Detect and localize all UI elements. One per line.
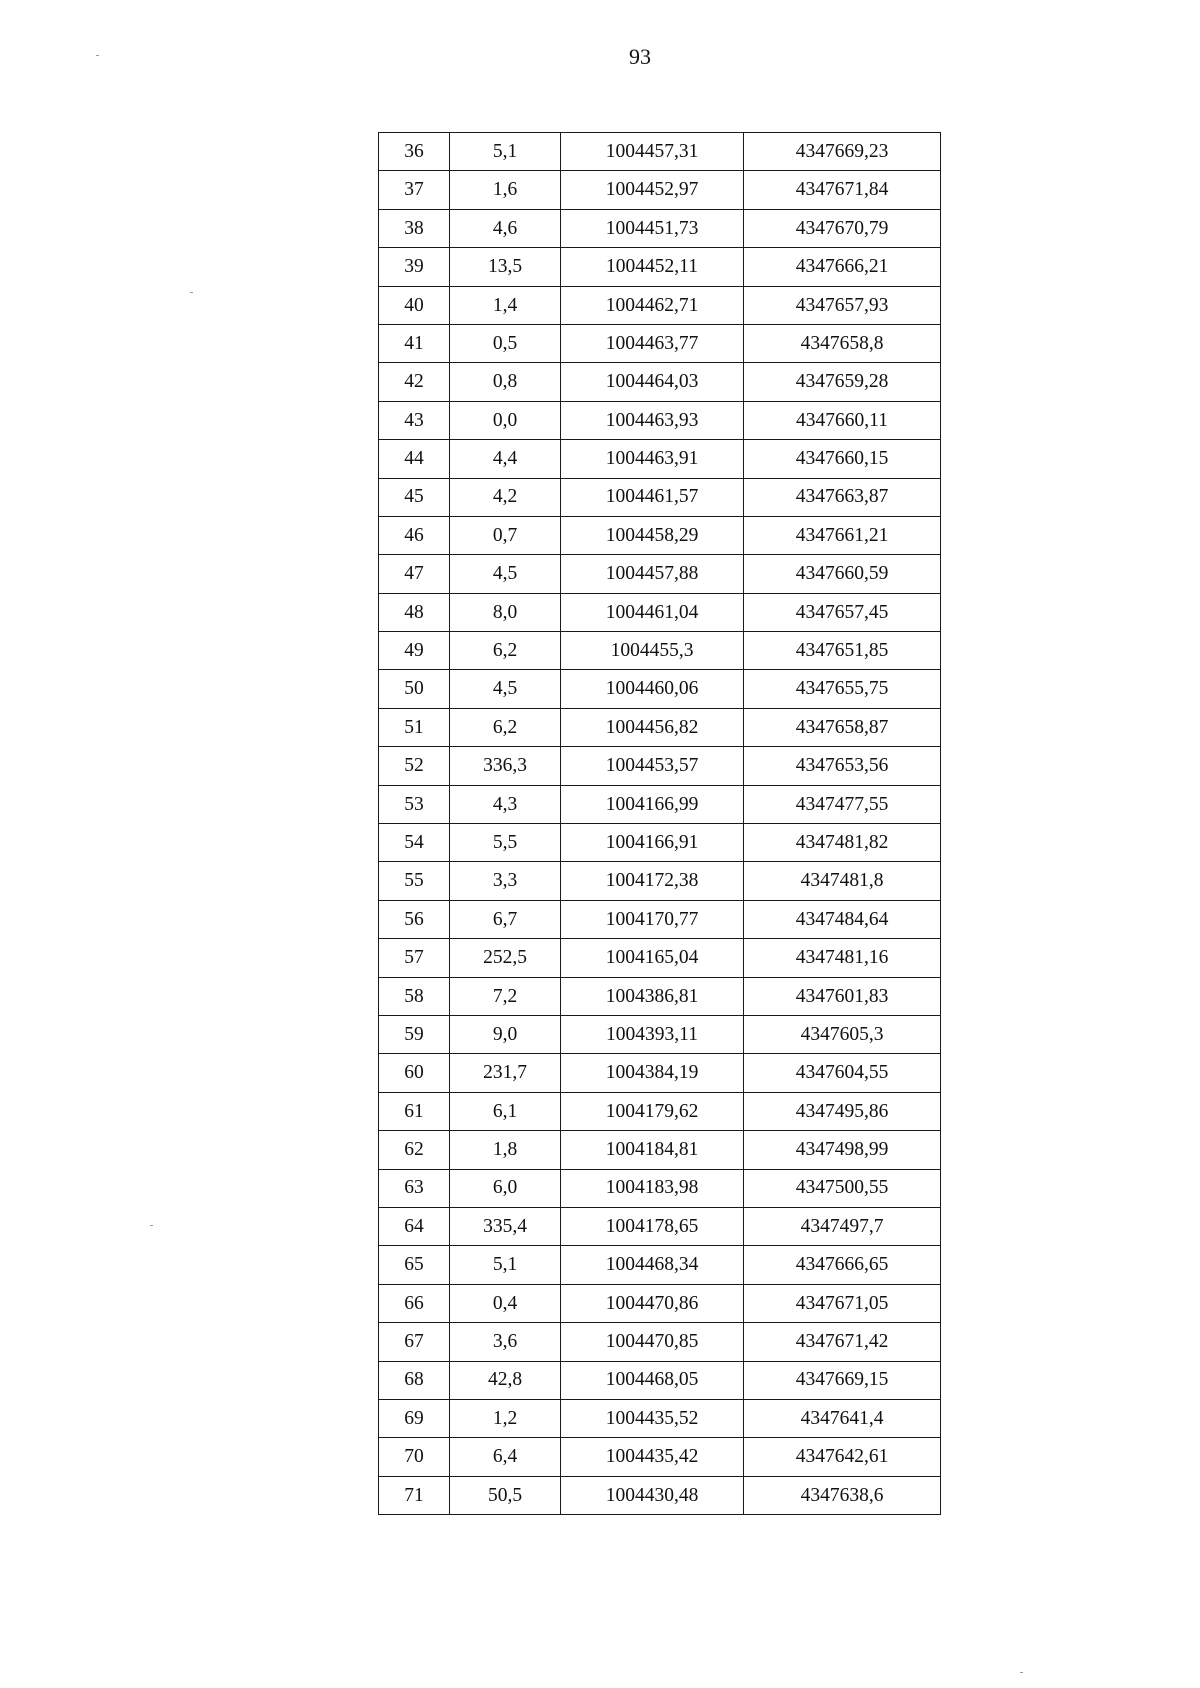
table-row (379, 1092, 941, 1130)
table-row (379, 1246, 941, 1284)
distance-cell: 5,1 (450, 1246, 561, 1284)
distance-cell: 13,5 (450, 248, 561, 286)
table-row (379, 1284, 941, 1322)
x-coordinate-cell: 1004451,73 (561, 209, 744, 247)
point-number-cell: 50 (379, 670, 450, 708)
point-number-cell: 41 (379, 324, 450, 362)
distance-cell: 6,0 (450, 1169, 561, 1207)
x-coordinate-cell: 1004172,38 (561, 862, 744, 900)
y-coordinate-cell: 4347604,55 (744, 1054, 941, 1092)
x-coordinate-cell: 1004462,71 (561, 286, 744, 324)
table-row (379, 133, 941, 171)
distance-cell: 231,7 (450, 1054, 561, 1092)
x-coordinate-cell: 1004461,57 (561, 478, 744, 516)
y-coordinate-cell: 4347495,86 (744, 1092, 941, 1130)
x-coordinate-cell: 1004470,86 (561, 1284, 744, 1322)
point-number-cell: 47 (379, 555, 450, 593)
table-row (379, 1323, 941, 1361)
x-coordinate-cell: 1004456,82 (561, 708, 744, 746)
table-row (379, 747, 941, 785)
table-row (379, 1015, 941, 1053)
table-row (379, 708, 941, 746)
page-number: 93 (629, 44, 651, 69)
distance-cell: 0,8 (450, 363, 561, 401)
x-coordinate-cell: 1004178,65 (561, 1207, 744, 1245)
scan-speck (190, 292, 193, 293)
distance-cell: 9,0 (450, 1015, 561, 1053)
x-coordinate-cell: 1004184,81 (561, 1131, 744, 1169)
point-number-cell: 43 (379, 401, 450, 439)
table-row (379, 1361, 941, 1399)
x-coordinate-cell: 1004166,99 (561, 785, 744, 823)
distance-cell: 4,2 (450, 478, 561, 516)
point-number-cell: 66 (379, 1284, 450, 1322)
x-coordinate-cell: 1004386,81 (561, 977, 744, 1015)
y-coordinate-cell: 4347477,55 (744, 785, 941, 823)
y-coordinate-cell: 4347670,79 (744, 209, 941, 247)
distance-cell: 1,6 (450, 171, 561, 209)
x-coordinate-cell: 1004166,91 (561, 824, 744, 862)
scan-speck (96, 55, 99, 56)
y-coordinate-cell: 4347666,65 (744, 1246, 941, 1284)
distance-cell: 4,3 (450, 785, 561, 823)
table-row (379, 171, 941, 209)
table-row (379, 1476, 941, 1514)
y-coordinate-cell: 4347658,8 (744, 324, 941, 362)
scan-speck (150, 1225, 153, 1226)
x-coordinate-cell: 1004435,52 (561, 1399, 744, 1437)
coordinates-table-body (379, 133, 941, 1515)
point-number-cell: 62 (379, 1131, 450, 1169)
point-number-cell: 36 (379, 133, 450, 171)
y-coordinate-cell: 4347657,45 (744, 593, 941, 631)
y-coordinate-cell: 4347601,83 (744, 977, 941, 1015)
table-row (379, 824, 941, 862)
table-row (379, 862, 941, 900)
y-coordinate-cell: 4347660,59 (744, 555, 941, 593)
point-number-cell: 71 (379, 1476, 450, 1514)
table-row (379, 1054, 941, 1092)
y-coordinate-cell: 4347659,28 (744, 363, 941, 401)
distance-cell: 6,1 (450, 1092, 561, 1130)
y-coordinate-cell: 4347481,16 (744, 939, 941, 977)
y-coordinate-cell: 4347661,21 (744, 516, 941, 554)
x-coordinate-cell: 1004183,98 (561, 1169, 744, 1207)
point-number-cell: 54 (379, 824, 450, 862)
y-coordinate-cell: 4347642,61 (744, 1438, 941, 1476)
table-row (379, 401, 941, 439)
table-row (379, 324, 941, 362)
distance-cell: 5,1 (450, 133, 561, 171)
distance-cell: 1,4 (450, 286, 561, 324)
x-coordinate-cell: 1004384,19 (561, 1054, 744, 1092)
y-coordinate-cell: 4347669,23 (744, 133, 941, 171)
distance-cell: 4,5 (450, 555, 561, 593)
y-coordinate-cell: 4347481,82 (744, 824, 941, 862)
point-number-cell: 40 (379, 286, 450, 324)
point-number-cell: 37 (379, 171, 450, 209)
distance-cell: 6,2 (450, 632, 561, 670)
point-number-cell: 38 (379, 209, 450, 247)
x-coordinate-cell: 1004453,57 (561, 747, 744, 785)
point-number-cell: 70 (379, 1438, 450, 1476)
y-coordinate-cell: 4347500,55 (744, 1169, 941, 1207)
y-coordinate-cell: 4347660,15 (744, 440, 941, 478)
y-coordinate-cell: 4347671,84 (744, 171, 941, 209)
distance-cell: 50,5 (450, 1476, 561, 1514)
x-coordinate-cell: 1004463,93 (561, 401, 744, 439)
x-coordinate-cell: 1004457,31 (561, 133, 744, 171)
table-row (379, 286, 941, 324)
point-number-cell: 58 (379, 977, 450, 1015)
y-coordinate-cell: 4347663,87 (744, 478, 941, 516)
distance-cell: 3,3 (450, 862, 561, 900)
y-coordinate-cell: 4347666,21 (744, 248, 941, 286)
y-coordinate-cell: 4347484,64 (744, 900, 941, 938)
x-coordinate-cell: 1004463,77 (561, 324, 744, 362)
point-number-cell: 61 (379, 1092, 450, 1130)
point-number-cell: 68 (379, 1361, 450, 1399)
distance-cell: 4,4 (450, 440, 561, 478)
point-number-cell: 60 (379, 1054, 450, 1092)
point-number-cell: 59 (379, 1015, 450, 1053)
distance-cell: 0,0 (450, 401, 561, 439)
point-number-cell: 51 (379, 708, 450, 746)
table-row (379, 1399, 941, 1437)
table-row (379, 670, 941, 708)
point-number-cell: 52 (379, 747, 450, 785)
x-coordinate-cell: 1004468,05 (561, 1361, 744, 1399)
x-coordinate-cell: 1004468,34 (561, 1246, 744, 1284)
y-coordinate-cell: 4347638,6 (744, 1476, 941, 1514)
coordinates-table-container (378, 132, 941, 1515)
distance-cell: 0,4 (450, 1284, 561, 1322)
y-coordinate-cell: 4347671,42 (744, 1323, 941, 1361)
x-coordinate-cell: 1004452,11 (561, 248, 744, 286)
table-row (379, 1438, 941, 1476)
distance-cell: 4,6 (450, 209, 561, 247)
table-row (379, 977, 941, 1015)
table-row (379, 363, 941, 401)
y-coordinate-cell: 4347481,8 (744, 862, 941, 900)
y-coordinate-cell: 4347657,93 (744, 286, 941, 324)
scan-speck (1020, 1672, 1023, 1673)
table-row (379, 593, 941, 631)
point-number-cell: 57 (379, 939, 450, 977)
x-coordinate-cell: 1004455,3 (561, 632, 744, 670)
x-coordinate-cell: 1004470,85 (561, 1323, 744, 1361)
x-coordinate-cell: 1004461,04 (561, 593, 744, 631)
x-coordinate-cell: 1004435,42 (561, 1438, 744, 1476)
distance-cell: 3,6 (450, 1323, 561, 1361)
coordinates-table (378, 132, 941, 1515)
y-coordinate-cell: 4347641,4 (744, 1399, 941, 1437)
point-number-cell: 44 (379, 440, 450, 478)
y-coordinate-cell: 4347497,7 (744, 1207, 941, 1245)
x-coordinate-cell: 1004165,04 (561, 939, 744, 977)
distance-cell: 6,7 (450, 900, 561, 938)
table-row (379, 900, 941, 938)
distance-cell: 8,0 (450, 593, 561, 631)
distance-cell: 7,2 (450, 977, 561, 1015)
table-row (379, 440, 941, 478)
distance-cell: 6,2 (450, 708, 561, 746)
point-number-cell: 45 (379, 478, 450, 516)
distance-cell: 335,4 (450, 1207, 561, 1245)
table-row (379, 1207, 941, 1245)
x-coordinate-cell: 1004460,06 (561, 670, 744, 708)
table-row (379, 516, 941, 554)
point-number-cell: 42 (379, 363, 450, 401)
y-coordinate-cell: 4347658,87 (744, 708, 941, 746)
x-coordinate-cell: 1004179,62 (561, 1092, 744, 1130)
x-coordinate-cell: 1004457,88 (561, 555, 744, 593)
y-coordinate-cell: 4347669,15 (744, 1361, 941, 1399)
table-row (379, 555, 941, 593)
table-row (379, 785, 941, 823)
point-number-cell: 65 (379, 1246, 450, 1284)
point-number-cell: 67 (379, 1323, 450, 1361)
point-number-cell: 49 (379, 632, 450, 670)
y-coordinate-cell: 4347498,99 (744, 1131, 941, 1169)
y-coordinate-cell: 4347653,56 (744, 747, 941, 785)
point-number-cell: 53 (379, 785, 450, 823)
point-number-cell: 55 (379, 862, 450, 900)
point-number-cell: 56 (379, 900, 450, 938)
table-row (379, 939, 941, 977)
y-coordinate-cell: 4347605,3 (744, 1015, 941, 1053)
x-coordinate-cell: 1004452,97 (561, 171, 744, 209)
distance-cell: 42,8 (450, 1361, 561, 1399)
distance-cell: 1,8 (450, 1131, 561, 1169)
distance-cell: 0,7 (450, 516, 561, 554)
table-row (379, 632, 941, 670)
x-coordinate-cell: 1004393,11 (561, 1015, 744, 1053)
table-row (379, 1169, 941, 1207)
y-coordinate-cell: 4347655,75 (744, 670, 941, 708)
table-row (379, 478, 941, 516)
point-number-cell: 46 (379, 516, 450, 554)
distance-cell: 252,5 (450, 939, 561, 977)
table-row (379, 1131, 941, 1169)
y-coordinate-cell: 4347660,11 (744, 401, 941, 439)
table-row (379, 209, 941, 247)
point-number-cell: 48 (379, 593, 450, 631)
x-coordinate-cell: 1004170,77 (561, 900, 744, 938)
x-coordinate-cell: 1004458,29 (561, 516, 744, 554)
point-number-cell: 63 (379, 1169, 450, 1207)
distance-cell: 0,5 (450, 324, 561, 362)
distance-cell: 336,3 (450, 747, 561, 785)
distance-cell: 6,4 (450, 1438, 561, 1476)
distance-cell: 1,2 (450, 1399, 561, 1437)
distance-cell: 5,5 (450, 824, 561, 862)
distance-cell: 4,5 (450, 670, 561, 708)
point-number-cell: 69 (379, 1399, 450, 1437)
x-coordinate-cell: 1004430,48 (561, 1476, 744, 1514)
y-coordinate-cell: 4347651,85 (744, 632, 941, 670)
x-coordinate-cell: 1004463,91 (561, 440, 744, 478)
y-coordinate-cell: 4347671,05 (744, 1284, 941, 1322)
point-number-cell: 39 (379, 248, 450, 286)
table-row (379, 248, 941, 286)
point-number-cell: 64 (379, 1207, 450, 1245)
x-coordinate-cell: 1004464,03 (561, 363, 744, 401)
